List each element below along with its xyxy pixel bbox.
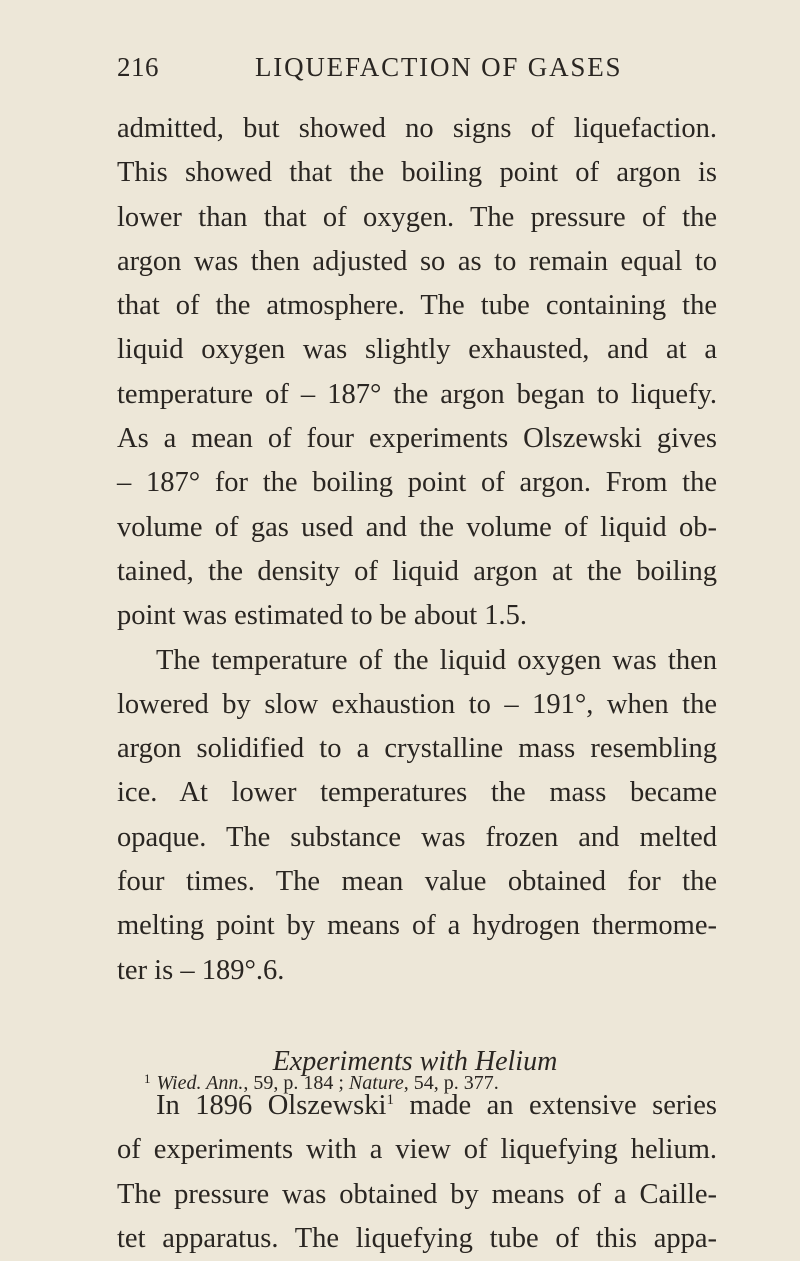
paragraph-1 <box>117 107 717 639</box>
text-line: lowered by slow exhaustion to – 191°, when the <box>117 688 717 720</box>
footnote <box>144 1071 704 1095</box>
text-line: As a mean of four experiments Olszewski gives <box>117 423 717 455</box>
section-spacer <box>117 993 717 1040</box>
text-line: volume of gas used and the volume of liquid ob- <box>117 511 717 543</box>
text-line: argon solidified to a crystalline mass resembling <box>117 733 717 765</box>
footnote-reference[interactable]: 1 <box>386 1091 394 1108</box>
paragraph-3 <box>117 1084 717 1261</box>
text-line: The temperature of the liquid oxygen was then <box>156 644 717 676</box>
text-segment: In 1896 Olszewski <box>156 1089 387 1121</box>
page-number: 216 <box>117 52 159 82</box>
text-line: temperature of – 187° the argon began to liquefy. <box>117 378 717 410</box>
text-line: of experiments with a view of liquefying helium. <box>117 1134 717 1166</box>
text-line: This showed that the boiling point of argon is <box>117 157 717 189</box>
text-line: argon was then adjusted so as to remain equal to <box>117 245 717 277</box>
text-line: opaque. The substance was frozen and melted <box>117 821 717 853</box>
section-heading: Experiments with Helium <box>272 1045 558 1077</box>
text-line: admitted, but showed no signs of liquefaction. <box>117 113 717 144</box>
text-line: lower than that of oxygen. The pressure of the <box>117 201 717 233</box>
text-line: point was estimated to be about 1.5. <box>117 600 528 632</box>
text-line: ter is – 189°.6. <box>117 954 285 986</box>
page-header <box>117 52 717 92</box>
text-line: – 187° for the boiling point of argon. From the <box>117 467 717 499</box>
footnote-text: , 54, p. 377. <box>403 1072 499 1094</box>
footnote-mark: 1 <box>144 1071 151 1086</box>
running-head: LIQUEFACTION OF GASES <box>255 52 623 82</box>
text-line: four times. The mean value obtained for the <box>117 866 717 898</box>
footnote-source: Nature <box>348 1072 404 1094</box>
text-line: ice. At lower temperatures the mass became <box>117 777 717 809</box>
text-line: melting point by means of a hydrogen thermome- <box>117 910 717 942</box>
text-line: tained, the density of liquid argon at the boiling <box>117 555 717 587</box>
text-line: that of the atmosphere. The tube containing the <box>117 290 717 322</box>
text-line: tet apparatus. The liquefying tube of this appa- <box>117 1222 717 1254</box>
text-segment: made an extensive series <box>409 1089 717 1121</box>
footnote-source: Wied. Ann. <box>156 1072 244 1094</box>
text-line: liquid oxygen was slightly exhausted, and at a <box>117 334 717 366</box>
text-line: The pressure was obtained by means of a Caille- <box>117 1178 717 1210</box>
paragraph-2 <box>117 639 717 993</box>
footnote-text: , 59, p. 184 ; <box>243 1072 344 1094</box>
